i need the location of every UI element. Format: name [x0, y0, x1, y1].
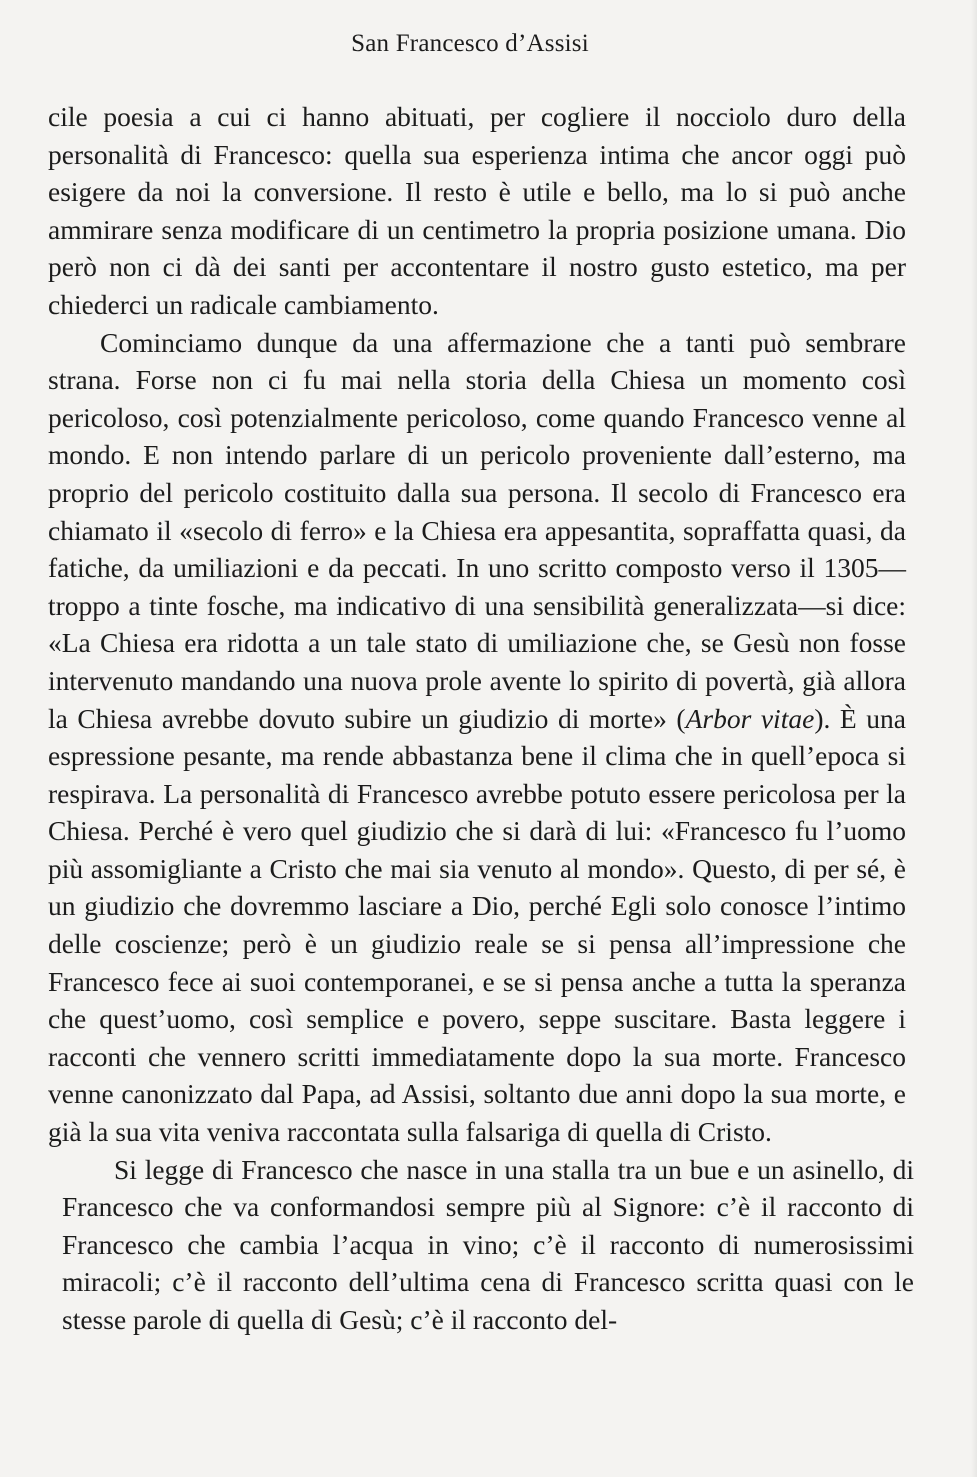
paragraph-3: Si legge di Francesco che nasce in una stalla tra un bue e un asinello, di Francesco che va conformandosi sempre più al Signore: c’è il racconto di Francesco che cambia l’acqua in vino; c’è il racconto di numerosissimi miracoli; c’è il racconto dell’ultima cena di Francesco scritta quasi con le stesse parole di quella di Gesù; c’è il racconto del- — [62, 1153, 914, 1335]
paragraph-2-text-after-italic: ). È una espressione pesante, ma rende abbastanza bene il clima che in quell’epoca si respirava. La personalità di Francesco avrebbe potuto essere pericolosa per la Chiesa. Perché è vero quel giudizio che si darà di lui: «Francesco fu l’uomo più assomigliante a Cristo che mai sia venuto al mondo». Questo, di per sé, è un giudizio che dovremmo lasciare a Dio, perché Egli solo conosce l’intimo delle coscienze; però è un giudizio reale se si pensa all’impressione che Francesco fece ai suoi contemporanei, e se si pensa anche a tutta la speranza che quest’uomo, così semplice e povero, seppe suscitare. Basta leggere i racconti che vennero scritti immediatamente dopo la sua morte. Francesco venne canonizzato dal Papa, ad Assisi, soltanto due anni dopo la sua morte, e già la sua vita veniva raccontata sulla falsariga di quella di Cristo. — [48, 702, 907, 1148]
paragraph-2-text-before-italic: Cominciamo dunque da una affermazione che a tanti può sembrare strana. Forse non ci fu mai nella storia della Chiesa un momento così pericoloso, così potenzialmente pericoloso, come quando Francesco venne al mondo. E non intendo parlare di un pericolo proveniente dall’esterno, ma proprio del pericolo costituito dalla sua persona. Il secolo di Francesco era chiamato il «secolo di ferro» e la Chiesa era appesantita, sopraffatta quasi, da fatiche, da umiliazioni e da peccati. In uno scritto composto verso il 1305—troppo a tinte fosche, ma indicativo di una sensibilità generalizzata—si dice: «La Chiesa era ridotta a un tale stato di umiliazione che, se Gesù non fosse intervenuto mandando una nuova prole avente lo spirito di povertà, già allora la Chiesa avrebbe dovuto subire un giudizio di morte» ( — [48, 326, 906, 734]
running-head: San Francesco d’Assisi — [351, 30, 589, 57]
body-text — [48, 98, 914, 1339]
paragraph-1: cile poesia a cui ci hanno abituati, per cogliere il nocciolo duro della personalità di Francesco: quella sua esperienza intima che ancor oggi può esigere da noi la conversione. Il resto è utile e bello, ma lo si può anche ammirare senza modificare di un centimetro la propria posizione umana. Dio però non ci dà dei santi per accontentare il nostro gusto estetico, ma per chiederci un radicale cambiamento. — [48, 101, 906, 320]
paragraph-2-italic-title: Arbor vitae — [685, 702, 815, 734]
paragraph-2 — [48, 324, 906, 1151]
scan-edge-shadow — [971, 0, 977, 1477]
